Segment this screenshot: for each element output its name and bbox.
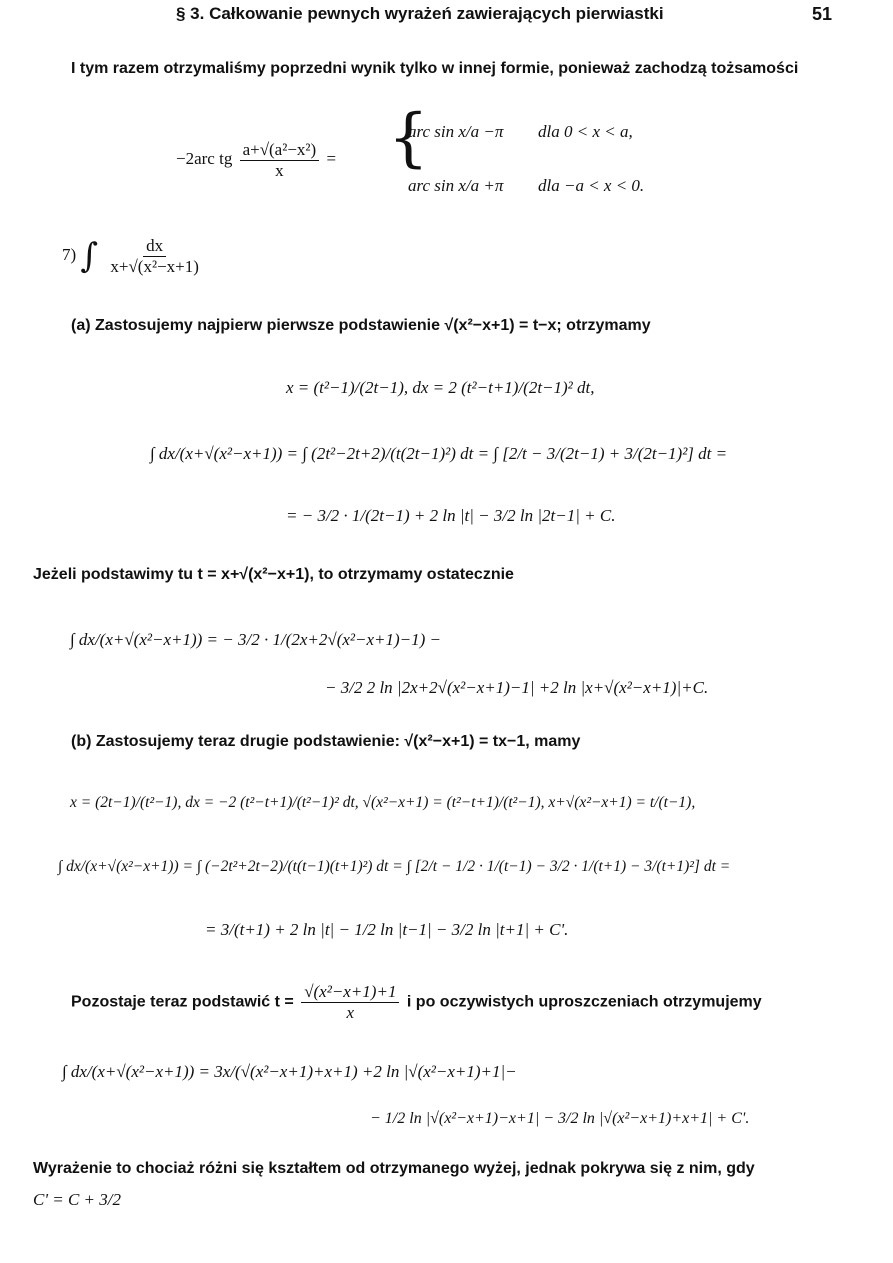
identity-lhs-label: −2arc tg xyxy=(176,148,233,168)
conclusion-line1: Wyrażenie to chociaż różni się kształtem od otrzymanego wyżej, jednak pokrywa się z nim, gdy xyxy=(33,1160,755,1177)
identity-lhs-fraction xyxy=(240,140,320,180)
conclusion-line2: C' = C + 3/2 xyxy=(33,1190,121,1209)
problem-7-num: dx xyxy=(143,236,166,257)
part-b-back-intro-fraction xyxy=(301,982,399,1022)
part-b-back-intro-den: x xyxy=(346,1002,355,1022)
part-b-back-intro-end: i po oczywistych uproszczeniach otrzymujemy xyxy=(406,993,762,1011)
problem-7-integrand xyxy=(107,236,202,276)
identity-lhs-den: x xyxy=(275,160,284,180)
problem-7 xyxy=(62,236,205,276)
problem-7-den: x+√(x²−x+1) xyxy=(110,256,199,276)
identity-case2-cond: dla −a < x < 0. xyxy=(538,176,645,195)
part-b-final-line2: − 1/2 ln |√(x²−x+1)−x+1| − 3/2 ln |√(x²−x+1)+x+1| + C'. xyxy=(370,1110,750,1127)
identity-case1-cond: dla 0 < x < a, xyxy=(538,122,633,141)
part-a-subst: x = (t²−1)/(2t−1), dx = 2 (t²−t+1)/(2t−1)² dt, xyxy=(286,378,595,397)
part-a-final-line2: − 3/2 2 ln |2x+2√(x²−x+1)−1| +2 ln |x+√(x²−x+1)|+C. xyxy=(325,678,709,697)
integral-sign: ∫ xyxy=(80,236,99,277)
identity-eq: = xyxy=(326,148,337,168)
identity-lhs xyxy=(176,140,336,180)
part-a-final-line1: ∫ dx/(x+√(x²−x+1)) = − 3/2 · 1/(2x+2√(x²−x+1)−1) − xyxy=(70,630,442,649)
part-b-back-intro-start: Pozostaje teraz podstawić t = xyxy=(71,993,294,1011)
part-b-back-intro-num: √(x²−x+1)+1 xyxy=(301,982,399,1003)
part-b-subst: x = (2t−1)/(t²−1), dx = −2 (t²−t+1)/(t²−1)² dt, √(x²−x+1) = (t²−t+1)/(t²−1), x+√(x²−x+1) = t/(t−1), xyxy=(70,794,696,811)
identity-lhs-num: a+√(a²−x²) xyxy=(240,140,320,161)
problem-7-label: 7) xyxy=(62,244,77,264)
part-b-integral: ∫ dx/(x+√(x²−x+1)) = ∫ (−2t²+2t−2)/(t(t−1)(t+1)²) dt = ∫ [2/t − 1/2 · 1/(t−1) − 3/2 · 1/(t+1) − 3/(t+1)²] dt = xyxy=(58,858,731,875)
part-a-back-intro: Jeżeli podstawimy tu t = x+√(x²−x+1), to otrzymamy ostatecznie xyxy=(33,566,514,583)
intro-text: I tym razem otrzymaliśmy poprzedni wynik tylko w innej formie, ponieważ zachodzą tożsamości xyxy=(71,60,799,77)
part-b-back-intro xyxy=(71,982,762,1022)
part-b-intro: (b) Zastosujemy teraz drugie podstawienie: √(x²−x+1) = tx−1, mamy xyxy=(71,733,581,750)
part-a-intro: (a) Zastosujemy najpierw pierwsze podstawienie √(x²−x+1) = t−x; otrzymamy xyxy=(71,317,651,334)
part-b-final-line1: ∫ dx/(x+√(x²−x+1)) = 3x/(√(x²−x+1)+x+1) +2 ln |√(x²−x+1)+1|− xyxy=(62,1062,517,1081)
part-b-result: = 3/(t+1) + 2 ln |t| − 1/2 ln |t−1| − 3/2 ln |t+1| + C'. xyxy=(205,920,569,939)
identity-case1: arc sin x/a −π xyxy=(408,122,504,141)
page-number: 51 xyxy=(812,4,833,24)
part-a-integral: ∫ dx/(x+√(x²−x+1)) = ∫ (2t²−2t+2)/(t(2t−1)²) dt = ∫ [2/t − 3/(2t−1) + 3/(2t−1)²] dt = xyxy=(150,444,728,463)
part-a-result: = − 3/2 · 1/(2t−1) + 2 ln |t| − 3/2 ln |2t−1| + C. xyxy=(286,506,616,525)
identity-brace: { xyxy=(388,101,429,175)
section-title: § 3. Całkowanie pewnych wyrażeń zawierających pierwiastki xyxy=(176,4,664,23)
identity-case2: arc sin x/a +π xyxy=(408,176,504,195)
